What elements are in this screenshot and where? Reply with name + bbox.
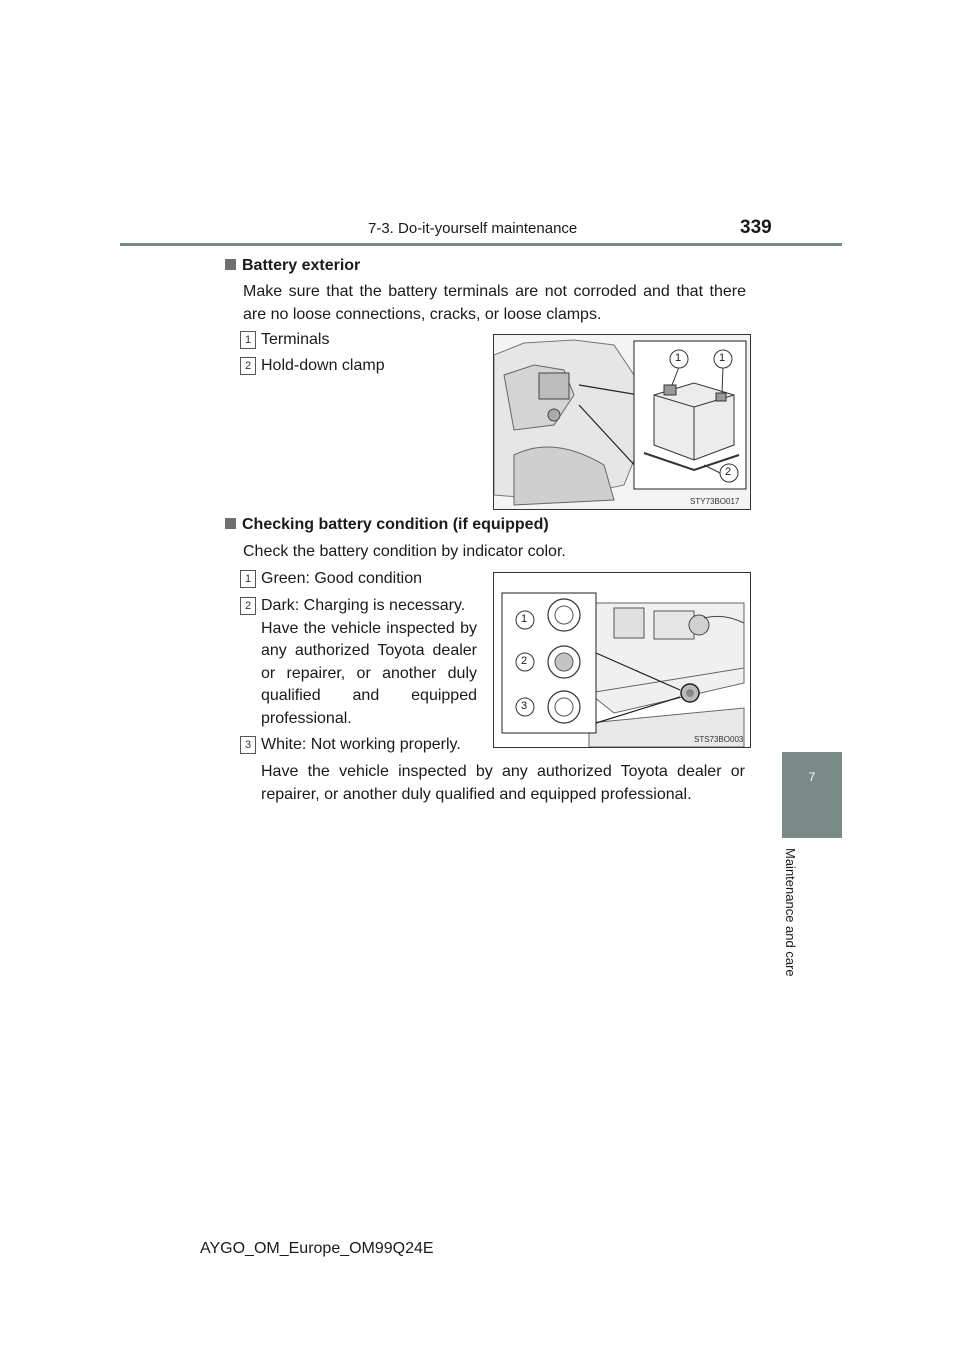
figure-code: STY73BO017 — [690, 497, 740, 506]
section-heading-battery-exterior: Battery exterior — [225, 257, 360, 275]
chapter-tab[interactable] — [782, 752, 842, 838]
item-white-note: Have the vehicle inspected by any authorized Toyota dealer or repairer, or another duly qualified and equipped professional. — [261, 763, 745, 803]
figure-callout: 1 — [719, 352, 726, 364]
battery-indicator-figure — [493, 572, 751, 748]
battery-indicator-illustration — [494, 573, 750, 747]
battery-exterior-body: Make sure that the battery terminals are not corroded and that there are no loose connections, cracks, or loose clamps. — [243, 283, 746, 323]
callout-number: 2 — [240, 597, 256, 615]
item-terminals: Terminals — [261, 331, 330, 348]
battery-exterior-figure — [493, 334, 751, 510]
figure-callout: 1 — [675, 352, 682, 364]
chapter-title-vertical — [782, 848, 802, 1008]
section-heading-battery-condition: Checking battery condition (if equipped) — [225, 516, 549, 534]
callout-number: 2 — [240, 357, 256, 375]
callout-number: 3 — [240, 736, 256, 754]
item-hold-down-clamp: Hold-down clamp — [261, 357, 385, 374]
item-dark: Dark: Charging is necessary. — [261, 597, 466, 614]
battery-condition-body: Check the battery condition by indicator color. — [243, 543, 566, 560]
figure-callout: 2 — [521, 655, 528, 667]
document-id: AYGO_OM_Europe_OM99Q24E — [200, 1240, 434, 1257]
figure-code: STS73BO003 — [694, 735, 744, 744]
header-rule — [120, 243, 842, 246]
figure-callout: 2 — [725, 466, 732, 478]
engine-bay-illustration — [494, 335, 750, 509]
section-title: 7-3. Do-it-yourself maintenance — [368, 220, 578, 237]
item-green: Green: Good condition — [261, 570, 422, 587]
chapter-number: 7 — [808, 770, 816, 784]
page-number: 339 — [740, 217, 772, 238]
square-bullet-icon — [225, 518, 236, 529]
figure-callout: 1 — [521, 613, 528, 625]
callout-number: 1 — [240, 331, 256, 349]
item-white: White: Not working properly. — [261, 736, 461, 753]
callout-number: 1 — [240, 570, 256, 588]
square-bullet-icon — [225, 259, 236, 270]
figure-callout: 3 — [521, 700, 528, 712]
chapter-title: Maintenance and care — [783, 848, 798, 977]
item-dark-note: Have the vehicle inspected by any authorized Toyota dealer or repairer, or another duly qualified and equipped professional. — [261, 620, 477, 727]
